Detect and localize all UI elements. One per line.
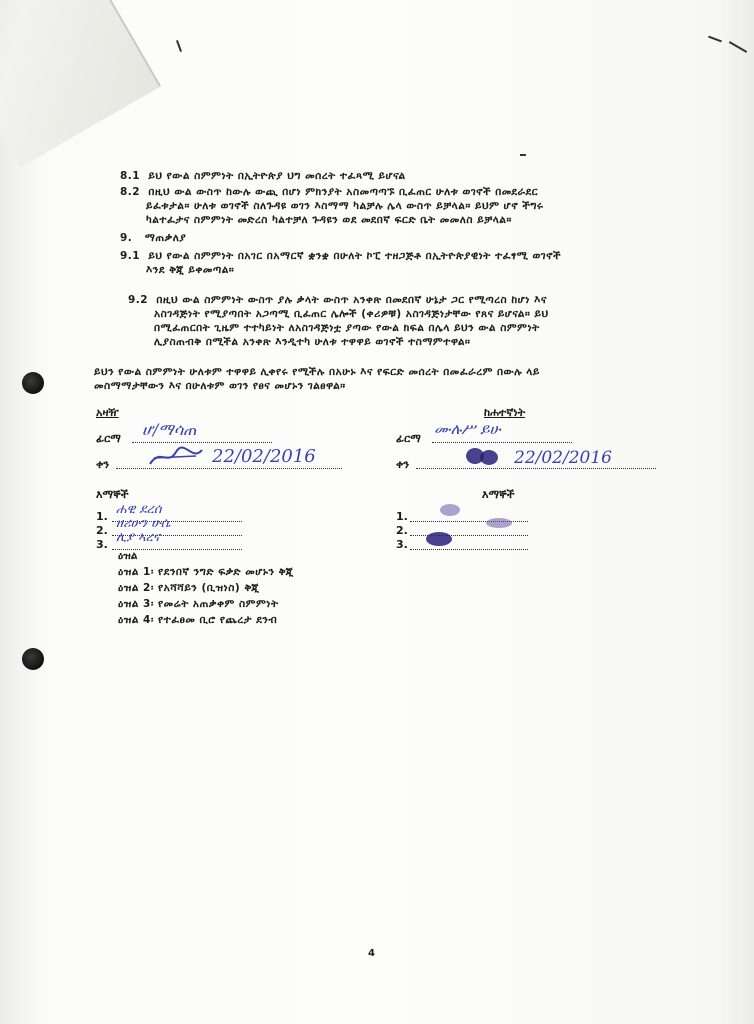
right-date-line: [416, 468, 656, 469]
paragraph-line: አስገዳጅነት የሚያጣበት አጋጣሚ ቢፈጠር ሌሎች (ቀሪዎቹ) አስገዳጅነታቸው የጸና ይሆናል። ይህ: [154, 308, 549, 320]
left-signature: ሆ/ማሳጠ: [142, 420, 197, 439]
paragraph-line: ካልተፈታና ስምምነት መድረስ ካልተቻለ ጉዳዩን ወደ መደበኛ ፍርድ ቤት መመለስ ይቻላል።: [146, 214, 512, 226]
witness-number: 1.: [396, 510, 408, 523]
right-signature-label: ፊርማ: [396, 432, 421, 445]
left-witnesses-title: እማኞች: [96, 488, 129, 501]
clause-text: ማጠቃለያ: [144, 232, 187, 244]
paragraph-line: በሚፈጠርበት ጊዜም ተተካይነት ለአስገዳጅነቷ ያጣው የውል ክፍል በሌላ ይህን ውል ስምምነት: [154, 322, 540, 334]
right-witnesses-title: እማኞች: [482, 488, 515, 501]
left-witness-signature: ዘሪሁን ሁሴ: [116, 516, 171, 531]
left-signature-label: ፊርማ: [96, 432, 121, 445]
closing-statement-line-2: መስማማታቸውን እና በሁለቱም ወገን የፀና መሆኑን ገልፀዋል።: [94, 380, 346, 392]
left-witness-signature: ሊያ ኣረና: [116, 530, 160, 545]
paragraph-8-2: [120, 186, 538, 198]
witness-line: [410, 549, 528, 550]
witness-thumbprint: [486, 518, 512, 528]
left-initial-scribble: [146, 444, 206, 470]
annex-item: ዕዝል 2፡ የአሻሻይን (ቢዝነስ) ቅጂ: [118, 582, 260, 594]
paragraph-line: ይፈቱታል። ሁለቱ ወገኖች ስለጉዳዩ ወገን እስማማ ካልቻሉ ሌላ ውስጥ ይቻላል። ይህም ሆኖ ችግሩ: [146, 200, 544, 212]
witness-thumbprint: [426, 532, 452, 546]
thumbprint-mark: [480, 450, 498, 465]
clause-number: 8.2: [120, 186, 141, 198]
clause-number: 9.: [120, 232, 133, 244]
annex-item: ዕዝል 4፡ የተፈፀመ ቢሮ የጨረታ ደንብ: [118, 614, 278, 626]
closing-statement: ይህን የውል ስምምነት ሁለቱም ተዋዋይ ሊቀየሩ የሚችሉ በአሁኑ እና የፍርድ መሰረት በመፈራረም በውሉ ላይ: [94, 366, 540, 378]
right-date-value: 22/02/2016: [514, 448, 612, 468]
left-party-title: አዛዥ: [96, 406, 119, 419]
left-date-label: ቀን: [96, 458, 110, 471]
right-party-title: ከሐተኛነት: [484, 406, 526, 419]
page-number: 4: [368, 948, 375, 959]
witness-number: 2.: [96, 524, 108, 537]
annex-item: ዕዝል 3፡ የመሬት አጠቃቀም ስምምነት: [118, 598, 279, 610]
witness-number: 1.: [96, 510, 108, 523]
right-signature: ሙሉሥ ይሁ: [434, 420, 501, 438]
paragraph-9-2: [128, 294, 547, 306]
punch-hole-bottom: [22, 648, 44, 670]
scan-speck: [520, 154, 526, 156]
annex-item: ዕዝል 1፡ የደንበኛ ንግድ ፍቃድ መሆኑን ቅጂ: [118, 566, 294, 578]
right-signature-line: [432, 442, 572, 443]
annex-title: ዕዝል: [118, 550, 138, 562]
clause-number: 8.1: [120, 170, 141, 182]
clause-text: ይህ የውል ስምምነት በአገር በአማርኛ ቋንቋ በሁለት ኮፒ ተዘጋጅቶ በኢትዮጵያዊነት ተፈፃሚ ወገኖች: [148, 250, 562, 262]
punch-hole-top: [22, 372, 44, 394]
left-witness-signature: ሐዊ ደረሰ: [116, 502, 162, 517]
clause-number: 9.2: [128, 294, 149, 306]
clause-number: 9.1: [120, 250, 141, 262]
right-date-label: ቀን: [396, 458, 410, 471]
witness-thumbprint: [440, 504, 460, 516]
clause-text: ይህ የውል ስምምነት በኢትዮጵያ ህግ መሰረት ተፈጻሚ ይሆናል: [148, 170, 406, 182]
witness-number: 2.: [396, 524, 408, 537]
paragraph-8-1: [120, 170, 406, 182]
witness-number: 3.: [96, 538, 108, 551]
paragraph-line: ሊያስጠብቅ በሚችል አንቀጽ እንዲተካ ሁለቱ ተዋዋይ ወገኖች ተስማምተዋል።: [154, 336, 471, 348]
left-signature-line: [132, 442, 272, 443]
clause-text: በዚህ ውል ውስጥ ከውሉ ውጪ በሆነ ምክንያት አስመጣጣኙ ቢፈጠር ሁለቱ ወገኖች በመደራደር: [148, 186, 539, 198]
paragraph-line: እንደ ቅጂ ይቀመጣል።: [146, 264, 235, 276]
section-9-heading: [120, 232, 186, 244]
clause-text: በዚህ ውል ስምምነት ውስጥ ያሉ ቃላት ውስጥ አንቀጽ በመደበኛ ሁኔታ ጋር የሚጣረስ ከሆነ እና: [156, 294, 547, 306]
left-date-value: 22/02/2016: [212, 446, 316, 467]
paragraph-9-1: [120, 250, 561, 262]
witness-number: 3.: [396, 538, 408, 551]
